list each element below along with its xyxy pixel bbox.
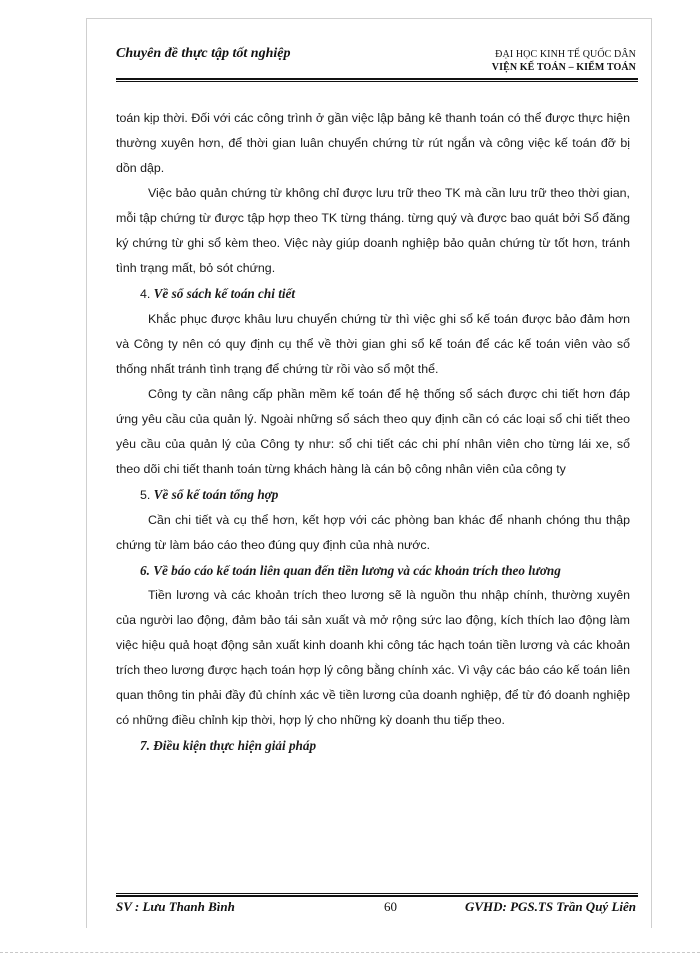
document-title: Chuyên đề thực tập tốt nghiệp — [116, 46, 291, 61]
heading-text: Về sổ sách kế toán chi tiết — [153, 286, 296, 301]
heading-text: Điều kiện thực hiện giải pháp — [153, 738, 317, 753]
heading-text: Về sổ kế toán tổng hợp — [153, 487, 279, 502]
paragraph: Tiền lương và các khoản trích theo lương sẽ là nguồn thu nhập chính, thường xuyên của người lao động, đảm bảo tái sản xuất và mở rộng sức lao động, kích thích lao động làm việc hiệu quả hoạt động sản xuất kinh doanh khi công tác hạch toán tiền lương và các khoản trích theo lương được hạch toán hợp lý công bằng chính xác. Vì vậy các báo cáo kế toán liên quan thông tin phải đầy đủ chính xác về tiền lương của doanh nghiệp, để từ đó doanh nghiệp có những điều chỉnh kịp thời, hợp lý cho những kỳ doanh thu tiếp theo. — [116, 588, 630, 727]
paragraph: Việc bảo quản chứng từ không chỉ được lưu trữ theo TK mà cần lưu trữ theo thời gian, mỗi tập chứng từ được tập hợp theo TK từng tháng. từng quý và được bao quát bởi Sổ đăng ký chứng từ ghi sổ kèm theo. Việc này giúp doanh nghiệp bảo quản chứng từ tốt hơn, tránh tình trạng mất, bỏ sót chứng. — [116, 186, 630, 275]
page-header — [116, 44, 636, 76]
page-break-line — [0, 952, 700, 953]
section-heading-4 — [116, 281, 630, 307]
header-rule — [116, 78, 638, 82]
institution-block — [492, 48, 636, 74]
institute-name: VIỆN KẾ TOÁN – KIỂM TOÁN — [491, 62, 636, 73]
paragraph: Công ty cần nâng cấp phần mềm kế toán để hệ thống sổ sách được chi tiết hơn đáp ứng yêu cầu của quản lý. Ngoài những sổ sách theo quy định cần có các loại sổ chi tiết theo yêu cầu của quản lý của Công ty như: sổ chi tiết các chi phí nhân viên cho từng lái xe, sổ theo dõi chi tiết thanh toán từng khách hàng là cán bộ công nhân viên của công ty — [116, 387, 630, 476]
section-heading-7 — [116, 733, 630, 758]
section-heading-6 — [116, 558, 630, 583]
heading-number: 4. — [140, 287, 151, 301]
page-footer — [116, 899, 636, 919]
heading-number: 6. — [140, 563, 150, 578]
student-name: SV : Lưu Thanh Bình — [116, 899, 235, 914]
heading-number: 7. — [140, 738, 150, 753]
university-name: ĐẠI HỌC KINH TẾ QUỐC DÂN — [495, 49, 636, 60]
footer-rule — [116, 893, 638, 897]
page-content — [116, 106, 630, 758]
paragraph: Khắc phục được khâu lưu chuyển chứng từ thì việc ghi sổ kế toán được bảo đảm hơn và Công ty nên có quy định cụ thể về thời gian ghi sổ kế toán để các kế toán viên vào sổ thống nhất tránh tình trạng để chứng từ rồi vào sổ một thể. — [116, 312, 630, 376]
paragraph: toán kịp thời. Đối với các công trình ở gần việc lập bảng kê thanh toán có thể được thực hiện thường xuyên hơn, để thời gian luân chuyển chứng từ rút ngắn và công việc kế toán đỡ bị dồn dập. — [116, 111, 630, 175]
heading-text: Về báo cáo kế toán liên quan đến tiền lương và các khoản trích theo lương — [153, 563, 561, 578]
heading-number: 5. — [140, 488, 151, 502]
page-number: 60 — [384, 899, 397, 914]
advisor-name: GVHD: PGS.TS Trần Quý Liên — [464, 899, 636, 914]
paragraph: Cần chi tiết và cụ thể hơn, kết hợp với các phòng ban khác để nhanh chóng thu thập chứng từ làm báo cáo theo đúng quy định của nhà nước. — [116, 513, 630, 552]
section-heading-5 — [116, 482, 630, 508]
